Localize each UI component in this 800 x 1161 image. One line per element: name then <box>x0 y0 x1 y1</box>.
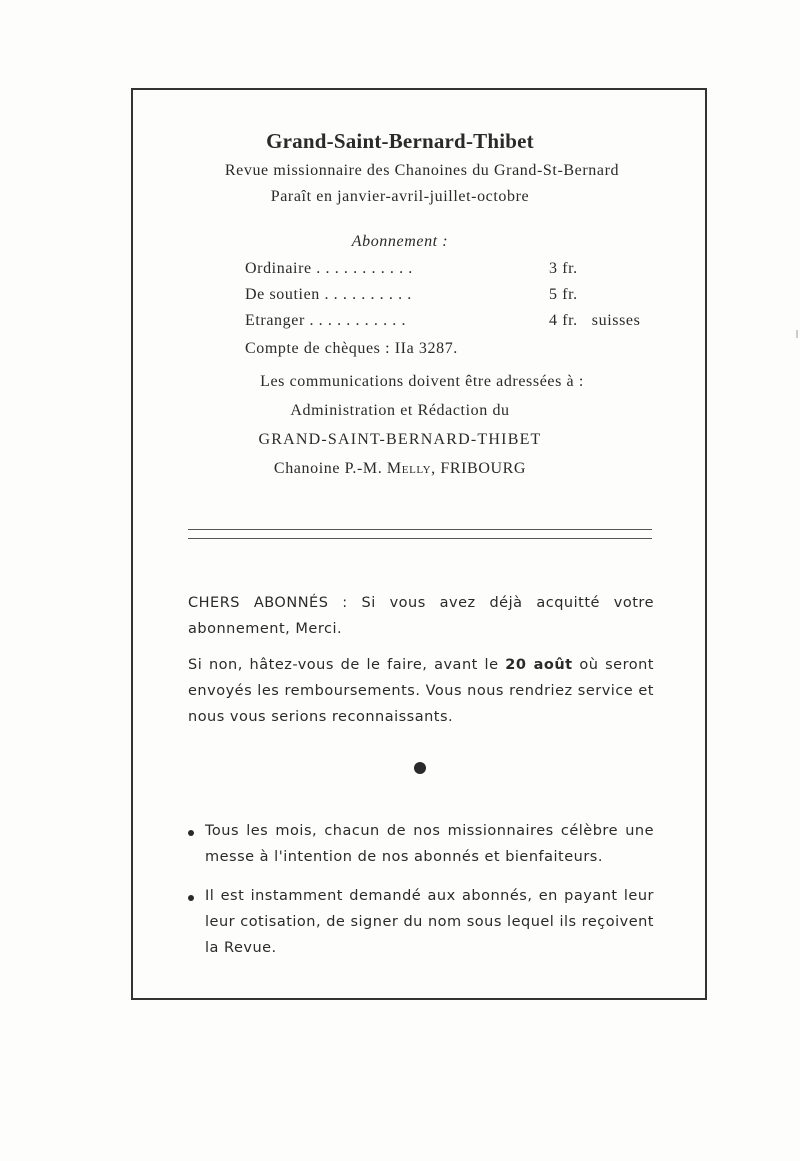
rate-label: De soutien . . . . . . . . . . <box>245 286 412 303</box>
divider-rule <box>188 529 652 530</box>
rate-row-etranger <box>245 312 665 334</box>
rate-label: Ordinaire . . . . . . . . . . . <box>245 260 413 277</box>
notice-paragraph-2: Si non, hâtez-vous de le faire, avant le 20 août où seront envoyés les remboursements. Vous nous rendriez service et nous vous serions reconnaissants. <box>188 657 654 725</box>
rate-label: Etranger . . . . . . . . . . . <box>245 312 407 329</box>
bullet-icon <box>188 895 194 901</box>
deadline-date: 20 août <box>505 657 573 673</box>
journal-subtitle: Revue missionnaire des Chanoines du Grand-St-Bernard <box>224 162 620 179</box>
contact-line-journal: GRAND-SAINT-BERNARD-THIBET <box>258 431 542 448</box>
rate-row-soutien <box>245 286 665 308</box>
contact-line-admin: Administration et Rédaction du <box>290 402 510 419</box>
list-item-text: Tous les mois, chacun de nos missionnaires célèbre une messe à l'intention de nos abonnés et bienfaiteurs. <box>205 823 654 865</box>
rate-amount: 3 fr. <box>549 260 578 277</box>
journal-title: Grand-Saint-Bernard-Thibet <box>266 129 534 153</box>
divider-rule <box>188 538 652 539</box>
paper-speck <box>796 330 798 338</box>
rate-amount: 4 fr. suisses <box>549 312 641 329</box>
separator-dot <box>414 762 426 774</box>
subscription-heading: Abonnement : <box>351 233 449 250</box>
rate-suffix: suisses <box>591 312 641 329</box>
rate-amount: 5 fr. <box>549 286 578 303</box>
notice-paragraph-1: CHERS ABONNÉS : Si vous avez déjà acquitté votre abonnement, Merci. <box>188 595 654 637</box>
contact-line-editor: Chanoine P.-M. Melly, FRIBOURG <box>273 460 527 477</box>
contact-intro: Les communications doivent être adressées à : <box>260 373 584 390</box>
bullet-icon <box>188 830 194 836</box>
rate-row-ordinaire <box>245 260 665 282</box>
list-item-text: Il est instamment demandé aux abonnés, en payant leur leur cotisation, de signer du nom sous lequel ils reçoivent la Revue. <box>205 888 654 956</box>
cheque-account: Compte de chèques : IIa 3287. <box>245 340 458 357</box>
publication-frequency: Paraît en janvier-avril-juillet-octobre <box>270 188 530 205</box>
